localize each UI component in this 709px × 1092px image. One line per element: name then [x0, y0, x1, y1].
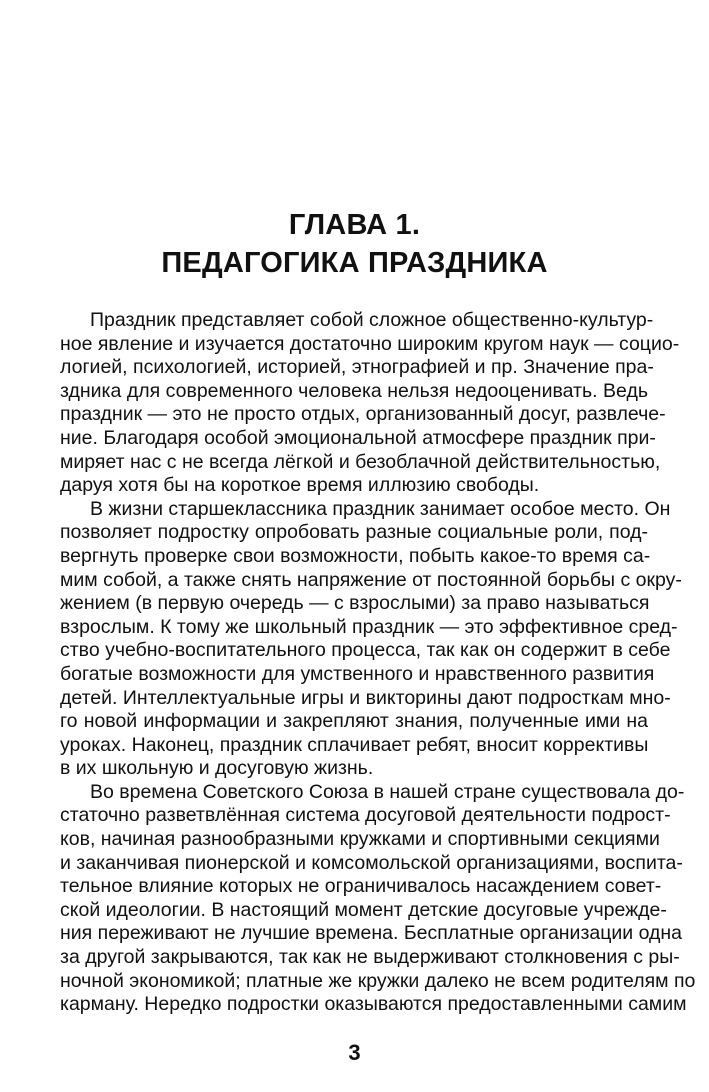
text-line: ния переживают не лучшие времена. Бесплатные организации одна: [60, 922, 683, 945]
paragraph: [60, 497, 682, 781]
text-line: вергнуть проверке свои возможности, побыть какое-то время са-: [60, 544, 651, 567]
text-line: даруя хотя бы на короткое время иллюзию свободы.: [60, 474, 540, 497]
paragraph: [60, 780, 696, 1017]
text-line: карману. Нередко подростки оказываются предоставленными самим: [60, 993, 687, 1016]
text-line: тельное влияние которых не ограничивалось насаждением совет-: [60, 875, 662, 898]
body-text: [60, 309, 696, 1017]
chapter-title: ПЕДАГОГИКА ПРАЗДНИКА: [161, 247, 548, 279]
text-line: и заканчивая пионерской и комсомольской организациями, воспита-: [60, 851, 683, 874]
text-line: ков, начиная разнообразными кружками и спортивными секциями: [60, 828, 660, 851]
text-line: за другой закрываются, так как не выдерживают столкновения с ры-: [60, 946, 680, 969]
text-line: богатые возможности для умственного и нравственного развития: [60, 662, 655, 685]
text-line: Праздник представляет собой сложное общественно-культур-: [90, 309, 654, 331]
text-line: ночной экономикой; платные же кружки далеко не всем родителям по: [60, 969, 696, 992]
text-line: го новой информации и закрепляют знания, полученные ими на: [60, 710, 648, 733]
text-line: взрослым. К тому же школьный праздник — это эффективное сред-: [60, 615, 678, 638]
text-line: ство учебно-воспитательного процесса, так как он содержит в себе: [60, 639, 671, 662]
chapter-number: ГЛАВА 1.: [288, 209, 421, 241]
text-line: мим собой, а также снять напряжение от постоянной борьбы с окру-: [60, 568, 682, 591]
text-line: уроках. Наконец, праздник сплачивает ребят, вносит коррективы: [60, 733, 649, 756]
text-line: логией, психологией, историей, этнографией и пр. Значение пра-: [60, 356, 654, 379]
text-line: статочно разветвлённая система досуговой деятельности подрост-: [60, 804, 671, 827]
text-line: ние. Благодаря особой эмоциональной атмосфере праздник при-: [60, 426, 656, 449]
text-line: ской идеологии. В настоящий момент детские досуговые учрежде-: [60, 898, 667, 921]
chapter-heading: [0, 206, 709, 282]
text-line: ное явление и изучается достаточно широким кругом наук — социо-: [60, 332, 680, 355]
text-line: Во времена Советского Союза в нашей стране существовала до-: [90, 780, 685, 803]
text-line: позволяет подростку опробовать разные социальные роли, под-: [60, 521, 648, 544]
page-number: 3: [348, 1040, 361, 1065]
text-line: здника для современного человека нельзя недооценивать. Ведь: [60, 379, 648, 402]
text-line: В жизни старшеклассника праздник занимает особое место. Он: [90, 497, 671, 520]
text-line: жением (в первую очередь — с взрослыми) за право называться: [60, 592, 650, 615]
text-line: праздник — это не просто отдых, организованный досуг, развлече-: [60, 403, 666, 426]
text-line: детей. Интеллектуальные игры и викторины дают подросткам мно-: [60, 686, 671, 709]
text-line: в их школьную и досуговую жизнь.: [60, 757, 374, 780]
paragraph: [60, 309, 680, 498]
text-line: миряет нас с не всегда лёгкой и безоблачной действительностью,: [60, 450, 661, 473]
